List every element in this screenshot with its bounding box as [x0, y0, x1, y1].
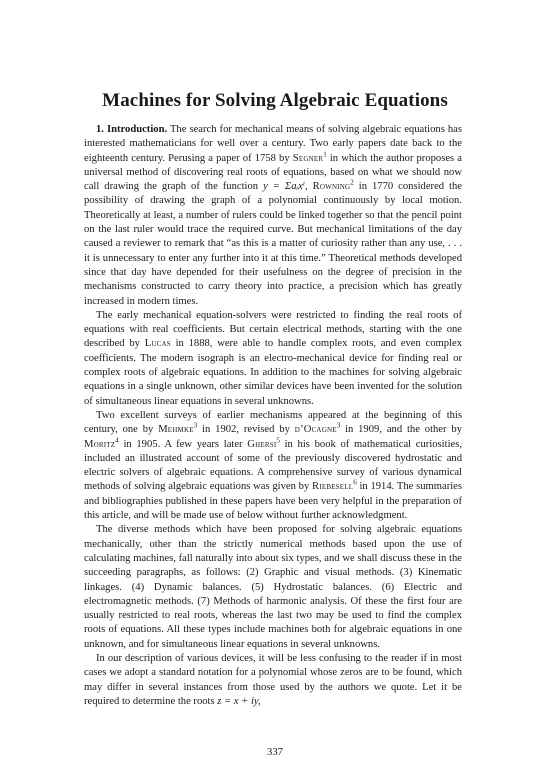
author-name: Ghersi — [247, 438, 277, 450]
paragraph-early-solvers — [84, 309, 462, 409]
paragraph-introduction — [84, 123, 462, 309]
section-heading: 1. Introduction. — [96, 124, 168, 135]
text-run: in 1902, revised by — [197, 424, 295, 436]
text-run: In our description of various devices, it will be less confusing to the reader if in most cases we adopt a standard notation for a polynomial whose zeros are to be found, which may differ in several instances from those used by the authors we quote. Let it be required to determine the roots — [84, 652, 462, 707]
article-body — [84, 123, 462, 709]
text-run: in 1914. The summaries and bibliographies published in these papers have been very helpful in the preparation of this article, and will be made use of below without further acknowledgment. — [84, 481, 462, 522]
text-run: in 1888, were able to handle complex roots, and even complex coefficients. The modern isograph is an electro-mechanical device for finding real or complex roots of algebraic equations. In addition to the machines for solving algebraic equations in a single unknown, other similar devices have been invented for the solution of simultaneous linear equations in several unknowns. — [84, 338, 463, 407]
paragraph-surveys — [84, 409, 462, 523]
reference-mark: 4 — [115, 436, 119, 444]
author-name: d’Ocagne — [294, 424, 337, 436]
author-name: Segner — [292, 152, 324, 164]
reference-mark: 3 — [193, 421, 198, 430]
article-title: Machines for Solving Algebraic Equations — [102, 90, 448, 111]
page-number: 337 — [267, 747, 283, 758]
text-run: in 1909, and the other by — [340, 424, 462, 436]
text-run: in 1905. A few years later — [118, 438, 248, 450]
author-name: Rowning — [312, 181, 351, 193]
reference-mark: 5 — [276, 436, 280, 444]
author-name: Lucas — [144, 338, 171, 350]
text-run: The search for mechanical means of solving algebraic equations has interested mathematicians for well over a century. Two early papers date back to the eighteenth century. Perusing a paper of 1758 by — [84, 124, 462, 164]
text-run: in his book of mathematical curiosities, included an illustrated account of some of the previously discovered hydrostatic and electric solvers of algebraic equations. A comprehensive survey of various dynamical methods of solving algebraic equations was given by — [84, 438, 462, 493]
text-run: in which the author proposes a universal method of discovering real roots of equations, based on what we should now call drawing the graph of the function — [84, 152, 462, 193]
text-run: The diverse methods which have been proposed for solving algebraic equations mechanically, other than the strictly numerical methods based upon the use of calculating machines, fall naturally into about six types, and we shall discuss these in the succeeding paragraphs, as follows: (2) Graphic and visual methods. (3) Kinematic linkages. (4) Dynamic balances. (5) Hydrostatic balances. (6) Electric and electromagnetic methods. (7) Methods of harmonic analysis. Of these the first four are usually restricted to real roots, whereas the last two may be used to find the complex roots of equations. All these types include machines both for algebraic equations in one unknown, and for simultaneous linear equations in several unknowns. — [84, 524, 462, 650]
paragraph-method-types — [84, 523, 462, 652]
author-name: Moritz — [84, 438, 116, 450]
text-run: in 1770 considered the possibility of drawing the graph of a polynomial continuously by local motion. Theoretically at least, a number of rulers could be linked together so that the pencil point on the last ruler would trace the required curve. But mechanical limitations of the day caused a reviewer to remark that “as this is a matter of curiosity rather than any use, . . . it is unnecessary to enter any further into it at this time.” Theoretical methods developed since that day have depended for their usefulness on the degree of precision in the mechanisms constructed to carry theory into practice, a precision which has greatly increased in modern times. — [84, 181, 462, 307]
author-name: Mehmke — [158, 424, 194, 436]
formula: y = Σaᵢxⁱ — [263, 181, 306, 193]
paragraph-notation — [84, 652, 462, 709]
formula: z = x + iy, — [217, 695, 261, 707]
reference-mark: 6 — [353, 478, 357, 487]
text-run: , — [305, 181, 313, 193]
reference-mark: 3 — [336, 421, 341, 430]
reference-mark: 1 — [323, 150, 327, 159]
text-run: The early mechanical equation-solvers were restricted to finding the real roots of equations with real coefficients. But certain electrical methods, starting with the one described by — [84, 309, 462, 350]
text-run: Two excellent surveys of earlier mechanisms appeared at the beginning of this century, one by — [84, 409, 462, 436]
reference-mark: 2 — [350, 178, 354, 187]
author-name: Riebesell — [312, 481, 354, 493]
